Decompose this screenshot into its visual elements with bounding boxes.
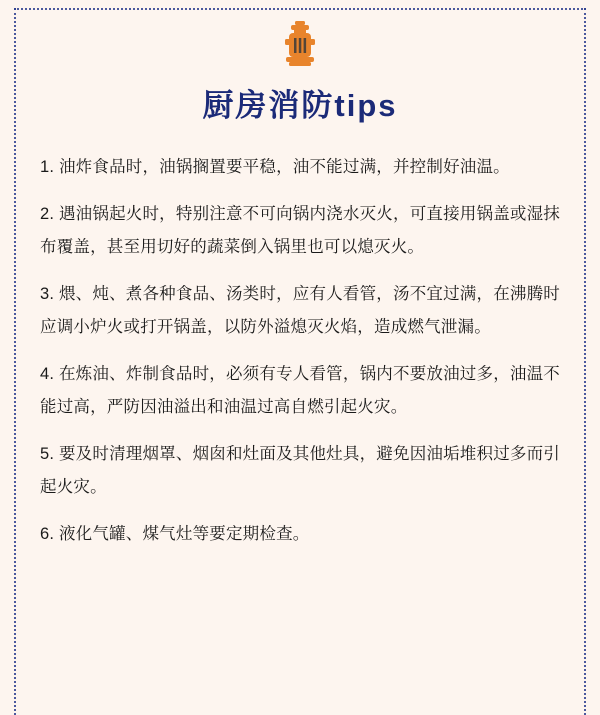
tip-item bbox=[40, 278, 560, 344]
fire-hydrant-icon bbox=[40, 0, 560, 62]
tip-text: 要及时清理烟罩、烟囱和灶面及其他灶具，避免因油垢堆积过多而引起火灾。 bbox=[40, 445, 560, 496]
tip-number: 4. bbox=[40, 365, 55, 383]
tip-item bbox=[40, 518, 560, 543]
tip-number: 1. bbox=[40, 158, 55, 176]
tip-number: 2. bbox=[40, 205, 55, 223]
document-content bbox=[22, 0, 578, 543]
tip-item bbox=[40, 358, 560, 424]
tip-number: 3. bbox=[40, 285, 55, 303]
tip-text: 煨、炖、煮各种食品、汤类时，应有人看管，汤不宜过满，在沸腾时应调小炉火或打开锅盖，以防外溢熄灭火焰，造成燃气泄漏。 bbox=[40, 285, 560, 336]
tip-item bbox=[40, 438, 560, 504]
tip-item bbox=[40, 151, 560, 184]
tip-number: 6. bbox=[40, 525, 55, 543]
tip-item bbox=[40, 198, 560, 264]
tip-number: 5. bbox=[40, 445, 55, 463]
tip-text: 液化气罐、煤气灶等要定期检查。 bbox=[58, 525, 310, 543]
tip-text: 在炼油、炸制食品时，必须有专人看管，锅内不要放油过多，油温不能过高，严防因油溢出和油温过高自燃引起火灾。 bbox=[40, 365, 560, 416]
tips-list bbox=[40, 151, 560, 543]
tip-text: 遇油锅起火时，特别注意不可向锅内浇水灭火，可直接用锅盖或湿抹布覆盖，甚至用切好的蔬菜倒入锅里也可以熄灭火。 bbox=[40, 205, 560, 256]
page-title: 厨房消防tips bbox=[202, 88, 398, 123]
tip-text: 油炸食品时，油锅搁置要平稳，油不能过满，并控制好油温。 bbox=[58, 158, 510, 176]
